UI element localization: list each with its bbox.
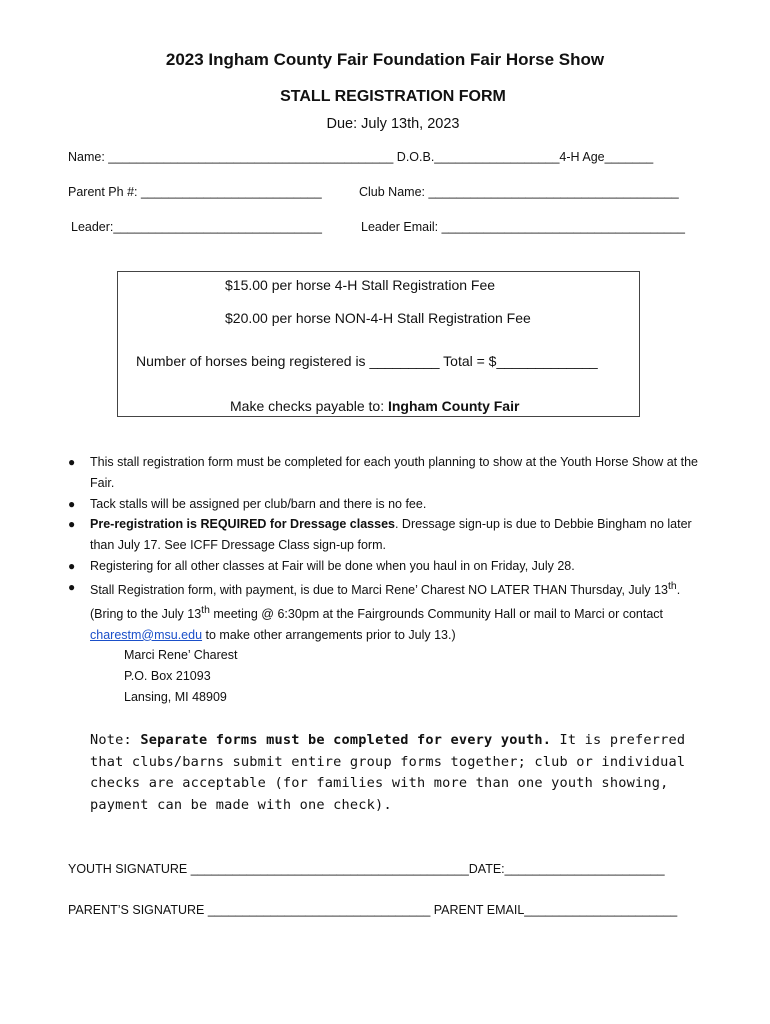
list-item: [66, 577, 716, 646]
email-link[interactable]: charestm@msu.edu: [90, 627, 203, 642]
bullet-icon: ●: [68, 496, 76, 511]
due-date: Due: July 13th, 2023: [326, 116, 460, 132]
superscript: th: [668, 580, 677, 592]
checks-prefix: Make checks payable to:: [230, 398, 388, 414]
bullet-text: This stall registration form must be completed for each youth planning to show at the Youth Horse Show at the Fair.: [90, 455, 698, 490]
leader-field[interactable]: Leader:______________________________: [71, 220, 322, 234]
name-dob-age-field[interactable]: Name: _________________________________________ D.O.B.__________________4-H Age_______: [68, 150, 654, 164]
bullet-icon: ●: [68, 558, 76, 573]
instructions-list: [66, 452, 716, 708]
note-prefix: Note:: [90, 732, 141, 748]
parent-signature-field[interactable]: PARENT’S SIGNATURE ________________________________ PARENT EMAIL______________________: [68, 903, 678, 917]
list-item: [66, 452, 716, 494]
bullet-text: . (Bring to the July 13: [90, 582, 681, 621]
form-title: 2023 Ingham County Fair Foundation Fair Horse Show: [165, 50, 605, 69]
leader-email-field[interactable]: Leader Email: ___________________________________: [361, 220, 685, 234]
bullet-text: Stall Registration form, with payment, is due to Marci Rene’ Charest NO LATER THAN Thursday, July 13: [90, 582, 668, 597]
fee-non-4h: $20.00 per horse NON-4-H Stall Registration Fee: [225, 310, 531, 326]
bullet-text: . Dressage sign-up is due to Debbie Bingham no later than July 17. See ICFF Dressage Class sign-up form.: [90, 517, 692, 553]
checks-payee: Ingham County Fair: [387, 398, 520, 414]
fee-4h: $15.00 per horse 4-H Stall Registration Fee: [225, 277, 496, 293]
address-line: P.O. Box 21093: [124, 669, 211, 684]
address-line: Lansing, MI 48909: [124, 690, 227, 705]
bullet-text: to make other arrangements prior to July 13.): [202, 627, 456, 642]
list-item: [66, 494, 716, 515]
superscript: th: [201, 604, 210, 616]
bullet-icon: ●: [68, 517, 76, 532]
bullet-bold-text: Pre-registration is REQUIRED for Dressage classes: [90, 517, 395, 532]
club-name-field[interactable]: Club Name: ____________________________________: [359, 185, 679, 199]
list-item: [66, 514, 716, 556]
list-item: [66, 556, 716, 577]
youth-signature-field[interactable]: YOUTH SIGNATURE ________________________________________DATE:_______________________: [68, 862, 665, 876]
fee-box: [117, 271, 640, 417]
bullet-icon: ●: [68, 579, 76, 594]
form-subtitle: STALL REGISTRATION FORM: [280, 88, 506, 105]
checks-payable: [230, 398, 519, 414]
bullet-icon: ●: [68, 455, 76, 469]
parent-phone-field[interactable]: Parent Ph #: __________________________: [68, 185, 322, 199]
note-text: It is preferred that clubs/barns submit entire group forms together; club or individual checks are acceptable (for families with more than one youth showing, payment can be made with one check).: [90, 732, 686, 813]
bullet-text: Tack stalls will be assigned per club/barn and there is no fee.: [90, 496, 427, 511]
bullet-text: meeting @ 6:30pm at the Fairgrounds Community Hall or mail to Marci or contact: [209, 606, 664, 621]
address-line: Marci Rene’ Charest: [124, 648, 238, 663]
bullet-text: Registering for all other classes at Fair will be done when you haul in on Friday, July 28.: [90, 558, 575, 573]
horse-count-total[interactable]: Number of horses being registered is _________ Total = $_____________: [136, 353, 598, 369]
note-bold: Separate forms must be completed for every youth.: [140, 732, 552, 748]
note-paragraph: [90, 730, 710, 816]
